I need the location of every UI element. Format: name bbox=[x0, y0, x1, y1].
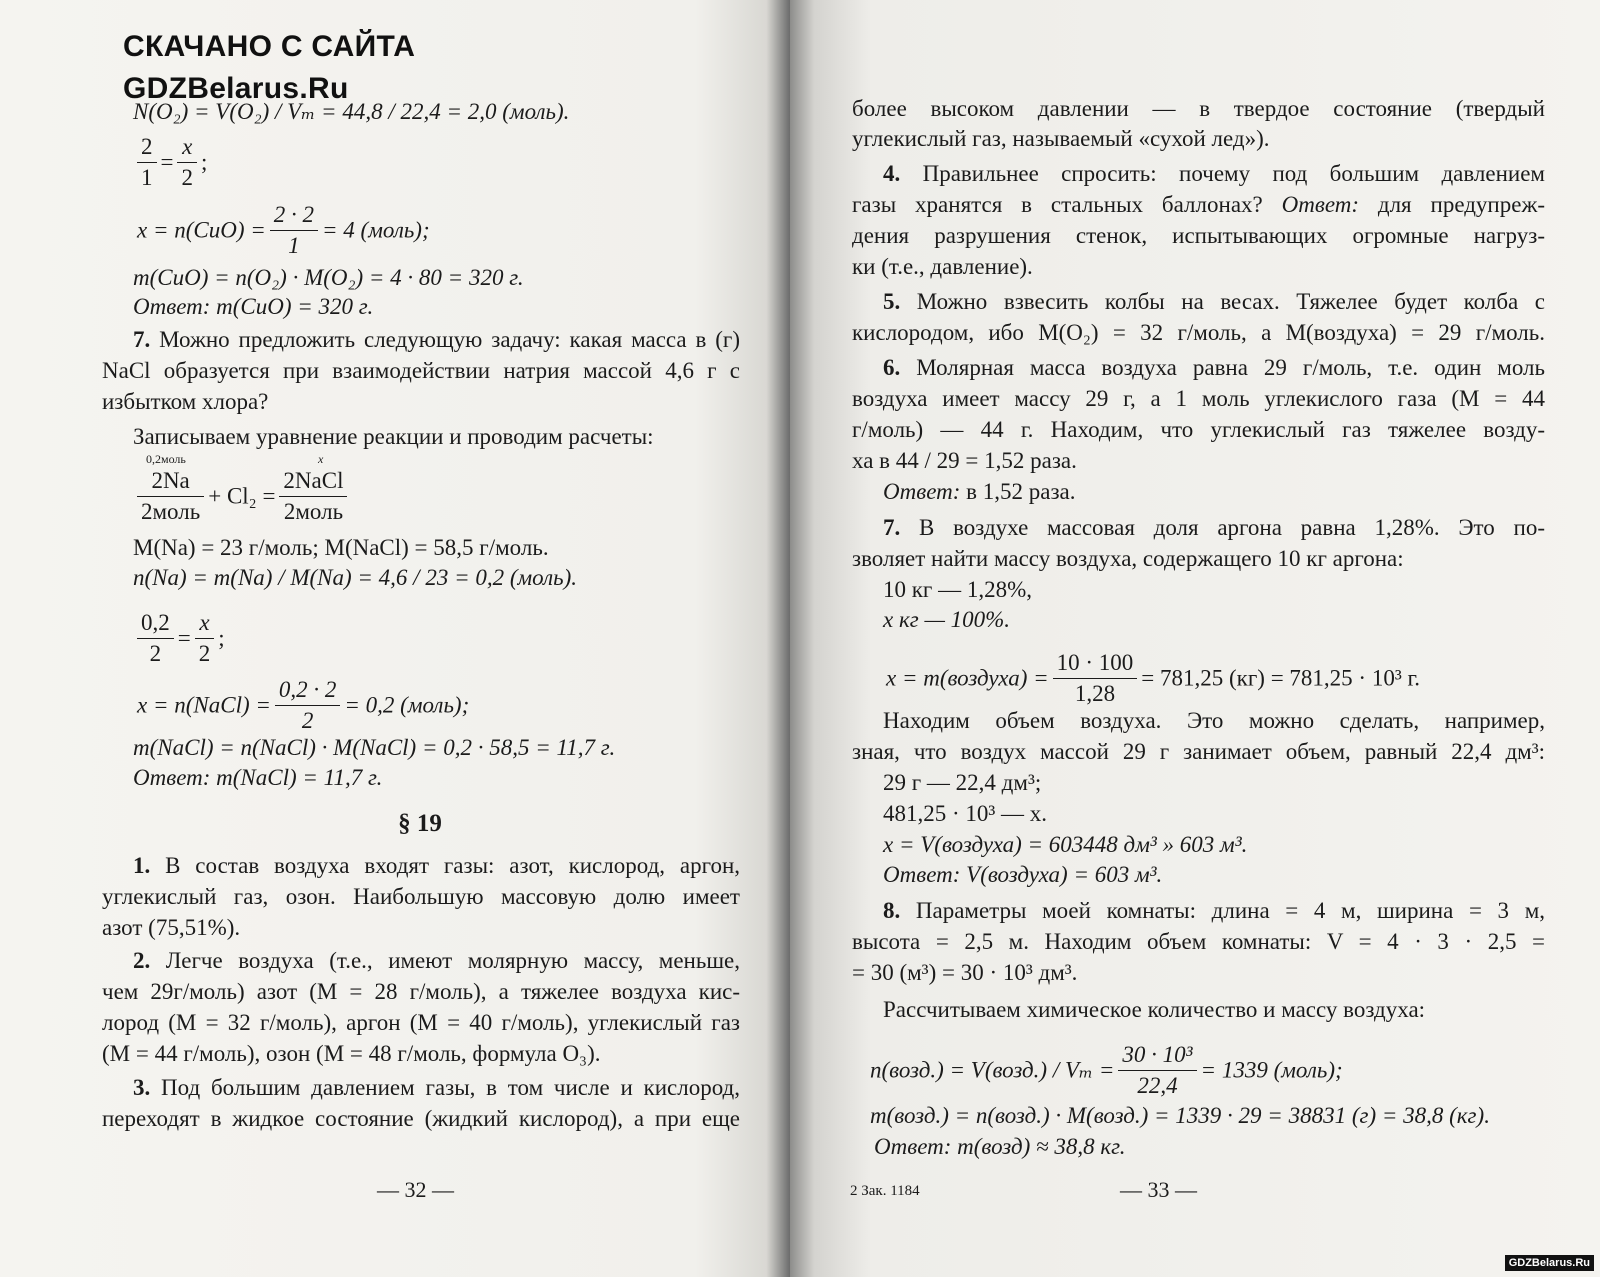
page-number-left: — 32 — bbox=[377, 1177, 454, 1202]
r4-line-4: ки (т.е., давление). bbox=[852, 254, 1033, 279]
answer-2: Ответ: m(NaCl) = 11,7 г. bbox=[133, 765, 383, 790]
r-line-1: более высоком давлении — в твердое состояние (твердый bbox=[852, 96, 1545, 121]
r4-line-3: дения разрушения стенок, испытывающих огромные нагруз- bbox=[852, 223, 1545, 248]
watermark-corner: GDZBelarus.Ru bbox=[1505, 1255, 1594, 1271]
reaction-x-label: x bbox=[318, 452, 324, 466]
nacl-mass-line: m(NaCl) = n(NaCl) · M(NaCl) = 0,2 · 58,5 = 11,7 г. bbox=[133, 735, 616, 760]
r5-line-1: 5. Можно взвесить колбы на весах. Тяжелее будет колба с bbox=[883, 289, 1546, 314]
page-number-right: — 33 — bbox=[1120, 1177, 1197, 1202]
cuo-mass-line: m(CuO) = n(O₂) · M(O₂) = 4 · 80 = 320 г. bbox=[133, 265, 524, 290]
r7-line-3: 10 кг — 1,28%, bbox=[883, 577, 1033, 602]
reaction-mol-label: 0,2моль bbox=[146, 452, 186, 466]
p7-line-2: NaCl образуется при взаимодействии натрия массой 4,6 г с bbox=[102, 358, 740, 383]
proportion-1: $\frac{2}{1}$ = $\frac{x}{2}$ ; bbox=[133, 132, 207, 193]
r8-answer: Ответ: m(возд) ≈ 38,8 кг. bbox=[874, 1134, 1126, 1159]
s1-line-2: углекислый газ, озон. Наибольшую массовую долю имеет bbox=[102, 884, 740, 909]
air-mass-line: m(возд.) = n(возд.) · M(возд.) = 1339 · 29 = 38831 (г) = 38,8 (кг). bbox=[870, 1103, 1490, 1128]
p7-line-1: 7. Можно предложить следующую задачу: какая масса в (г) bbox=[133, 327, 740, 352]
r6-line-2: воздуха имеет массу 29 г, а 1 моль углекислого газа (M = 44 bbox=[852, 386, 1545, 411]
r4-line-1: 4. Правильнее спросить: почему под большим давлением bbox=[883, 161, 1545, 186]
s3-line-2: переходят в жидкое состояние (жидкий кислород), а при еще bbox=[102, 1106, 740, 1131]
r4-line-2: газы хранятся в стальных баллонах? Ответ: для предупреж- bbox=[852, 192, 1545, 217]
watermark-line-1: СКАЧАНО С САЙТА bbox=[123, 30, 416, 63]
na-amount-line: n(Na) = m(Na) / M(Na) = 4,6 / 23 = 0,2 (моль). bbox=[133, 565, 578, 590]
nacl-amount-formula: x = n(NaCl) = $\frac{0,2 \cdot 2}{2}$ = 0,2 (моль); bbox=[137, 677, 470, 733]
r7-line-1: 7. В воздухе массовая доля аргона равна 1,28%. Это по- bbox=[883, 515, 1546, 540]
r8-line-3: = 30 (м³) = 30 · 10³ дм³. bbox=[852, 960, 1078, 985]
air-mass-formula: x = m(воздуха) = $\frac{10 \cdot 100}{1,28}$ = 781,25 (кг) = 781,25 · 10³ г. bbox=[886, 650, 1421, 706]
s1-line-3: азот (75,51%). bbox=[102, 915, 241, 940]
r7-line-7: 29 г — 22,4 дм³; bbox=[883, 770, 1042, 795]
r7-line-8: 481,25 · 10³ — x. bbox=[883, 801, 1048, 826]
print-order-number: 2 Зак. 1184 bbox=[850, 1183, 920, 1199]
n-o2-line: N(O₂) = V(O₂) / Vₘ = 44,8 / 22,4 = 2,0 (моль). bbox=[133, 99, 570, 124]
r6-answer: Ответ: в 1,52 раза. bbox=[883, 479, 1076, 504]
s1-line-1: 1. В состав воздуха входят газы: азот, кислород, аргон, bbox=[133, 853, 741, 878]
answer-1: Ответ: m(CuO) = 320 г. bbox=[133, 294, 374, 319]
r5-line-2: кислородом, ибо M(O₂) = 32 г/моль, а M(воздуха) = 29 г/моль. bbox=[852, 320, 1545, 345]
cuo-amount-formula: x = n(CuO) = $\frac{2 \cdot 2}{1}$ = 4 (моль); bbox=[137, 202, 430, 258]
p7-line-4: Записываем уравнение реакции и проводим расчеты: bbox=[133, 424, 654, 449]
s2-line-2: чем 29г/моль) азот (M = 28 г/моль), а тяжелее воздуха кис- bbox=[102, 979, 740, 1004]
s2-line-3: лород (M = 32 г/моль), аргон (M = 40 г/моль), углекислый газ bbox=[102, 1010, 740, 1035]
watermark-line-2: GDZBelarus.Ru bbox=[123, 72, 349, 105]
r7-line-9: x = V(воздуха) = 603448 дм³ » 603 м³. bbox=[883, 832, 1248, 857]
r7-answer: Ответ: V(воздуха) = 603 м³. bbox=[883, 862, 1163, 887]
right-page bbox=[790, 0, 1600, 1277]
r8-line-4: Рассчитываем химическое количество и массу воздуха: bbox=[883, 997, 1426, 1022]
s2-line-4: (M = 44 г/моль), озон (M = 48 г/моль, формула O₃). bbox=[102, 1041, 601, 1066]
proportion-2: $\frac{0,2}{2}$ = $\frac{x}{2}$ ; bbox=[133, 608, 225, 669]
s3-line-1: 3. Под большим давлением газы, в том числе и кислород, bbox=[133, 1075, 740, 1100]
r8-line-2: высота = 2,5 м. Находим объем комнаты: V = 4 · 3 · 2,5 = bbox=[852, 929, 1545, 954]
r8-line-1: 8. Параметры моей комнаты: длина = 4 м, ширина = 3 м, bbox=[883, 898, 1545, 923]
r-line-2: углекислый газ, называемый «сухой лед»). bbox=[852, 126, 1270, 151]
r6-line-1: 6. Молярная масса воздуха равна 29 г/моль, т.е. один моль bbox=[883, 355, 1546, 380]
p7-line-3: избытком хлора? bbox=[102, 389, 269, 414]
r7-line-5: Находим объем воздуха. Это можно сделать, например, bbox=[883, 708, 1545, 733]
r6-line-3: г/моль) — 44 г. Находим, что углекислый газ тяжелее возду- bbox=[852, 417, 1545, 442]
reaction-equation: $\frac{2Na}{\text{2моль}}$ + Cl₂ = $\frac{\text{2NaCl}}{\text{2моль}}$ bbox=[133, 466, 351, 527]
r7-line-6: зная, что воздух массой 29 г занимает объем, равный 22,4 дм³: bbox=[852, 739, 1545, 764]
r7-line-2: зволяет найти массу воздуха, содержащего 10 кг аргона: bbox=[852, 546, 1404, 571]
molar-mass-line: M(Na) = 23 г/моль; M(NaCl) = 58,5 г/моль. bbox=[133, 535, 549, 560]
s2-line-1: 2. Легче воздуха (т.е., имеют молярную массу, меньше, bbox=[133, 948, 741, 973]
air-amount-formula: n(возд.) = V(возд.) / Vₘ = $\frac{\text{30 · 10³}}{22,4}$ = 1339 (моль); bbox=[870, 1042, 1343, 1098]
r6-line-4: ха в 44 / 29 = 1,52 раза. bbox=[852, 448, 1077, 473]
left-page bbox=[0, 0, 790, 1277]
r7-line-4: x кг — 100%. bbox=[883, 607, 1011, 632]
section-heading: § 19 bbox=[398, 810, 442, 837]
